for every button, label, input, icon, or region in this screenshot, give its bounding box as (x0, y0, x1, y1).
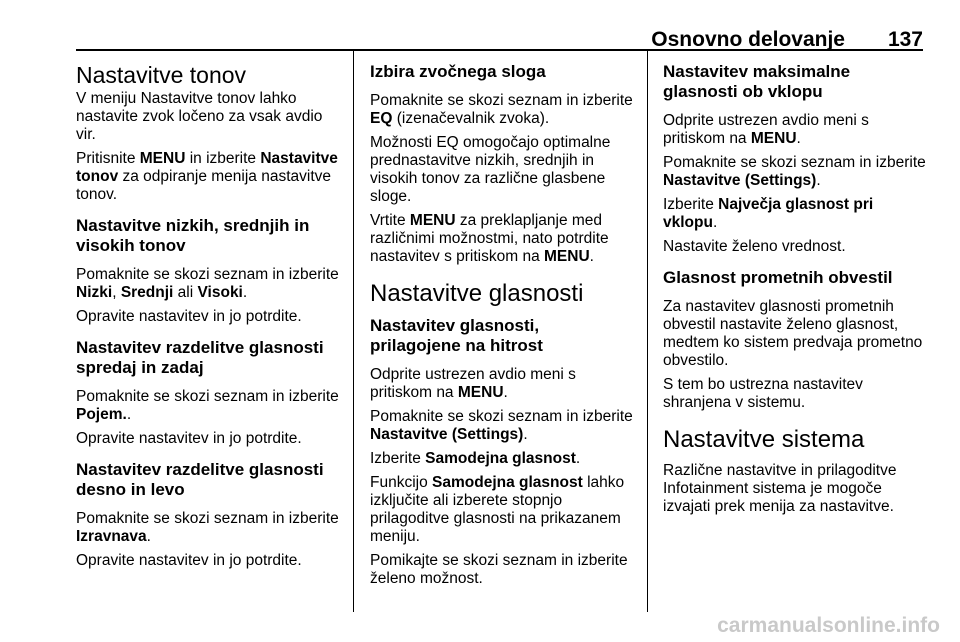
paragraph: Odprite ustrezen avdio meni s pritiskom na MENU. (663, 112, 869, 147)
header-rule (76, 49, 923, 51)
paragraph: Izberite Največja glasnost pri vklopu. (663, 196, 874, 231)
column-divider (647, 51, 648, 612)
heading-tone-settings: Nastavitve tonov (76, 62, 247, 88)
paragraph: Pritisnite MENU in izberite Nastavitve tonov za odpiranje menija nastavitve tonov. (76, 150, 338, 203)
paragraph: Možnosti EQ omogočajo optimalne prednastavitve nizkih, srednjih in visokih tonov za različne glasbene sloge. (370, 134, 611, 205)
heading-volume-settings: Nastavitve glasnosti (370, 280, 584, 307)
column-right (663, 62, 928, 522)
section-title: Osnovno delovanje (651, 28, 845, 51)
column-left (76, 62, 342, 576)
page-number: 137 (887, 28, 923, 51)
paragraph: Izberite Samodejna glasnost. (370, 450, 581, 467)
paragraph: Različne nastavitve in prilagoditve Infotainment sistema je mogoče izvajati prek menija za nastavitve. (663, 462, 897, 515)
paragraph: Pomaknite se skozi seznam in izberite Nastavitve (Settings). (663, 154, 926, 189)
column-divider (353, 51, 354, 612)
paragraph: S tem bo ustrezna nastavitev shranjena v sistemu. (663, 376, 863, 411)
heading-sound-style: Izbira zvočnega sloga (370, 62, 546, 81)
paragraph: Pomaknite se skozi seznam in izberite Nizki, Srednji ali Visoki. (76, 266, 339, 301)
paragraph: V meniju Nastavitve tonov lahko nastavite zvok ločeno za vsak avdio vir. (76, 90, 323, 143)
heading-max-startup-volume: Nastavitev maksimalne glasnosti ob vklopu (663, 62, 851, 101)
paragraph: Pomikajte se skozi seznam in izberite želeno možnost. (370, 552, 628, 587)
heading-system-settings: Nastavitve sistema (663, 426, 865, 453)
paragraph: Pomaknite se skozi seznam in izberite EQ (izenačevalnik zvoka). (370, 92, 633, 127)
paragraph: Pomaknite se skozi seznam in izberite Izravnava. (76, 510, 339, 545)
paragraph: Opravite nastavitev in jo potrdite. (76, 430, 302, 447)
paragraph: Za nastavitev glasnosti prometnih obvestil nastavite želeno glasnost, medtem ko sistem predvaja prometno obvestilo. (663, 298, 923, 369)
column-middle (370, 62, 634, 594)
paragraph: Pomaknite se skozi seznam in izberite Nastavitve (Settings). (370, 408, 633, 443)
paragraph: Nastavite želeno vrednost. (663, 238, 846, 255)
heading-fader: Nastavitev razdelitve glasnosti spredaj in zadaj (76, 338, 324, 377)
heading-speed-volume: Nastavitev glasnosti, prilagojene na hitrost (370, 316, 543, 355)
paragraph: Vrtite MENU za preklapljanje med različnimi možnostmi, nato potrdite nastavitev s pritiskom na MENU. (370, 212, 609, 265)
heading-bass-mid-treble: Nastavitve nizkih, srednjih in visokih tonov (76, 216, 310, 255)
paragraph: Opravite nastavitev in jo potrdite. (76, 308, 302, 325)
page-header (76, 28, 923, 50)
paragraph: Opravite nastavitev in jo potrdite. (76, 552, 302, 569)
heading-traffic-announcements: Glasnost prometnih obvestil (663, 268, 893, 287)
watermark: carmanualsonline.info (717, 614, 940, 637)
paragraph: Odprite ustrezen avdio meni s pritiskom na MENU. (370, 366, 576, 401)
paragraph: Funkcijo Samodejna glasnost lahko izključite ali izberete stopnjo prilagoditve glasnosti na prikazanem meniju. (370, 474, 625, 545)
heading-balance: Nastavitev razdelitve glasnosti desno in levo (76, 460, 324, 499)
paragraph: Pomaknite se skozi seznam in izberite Pojem.. (76, 388, 339, 423)
